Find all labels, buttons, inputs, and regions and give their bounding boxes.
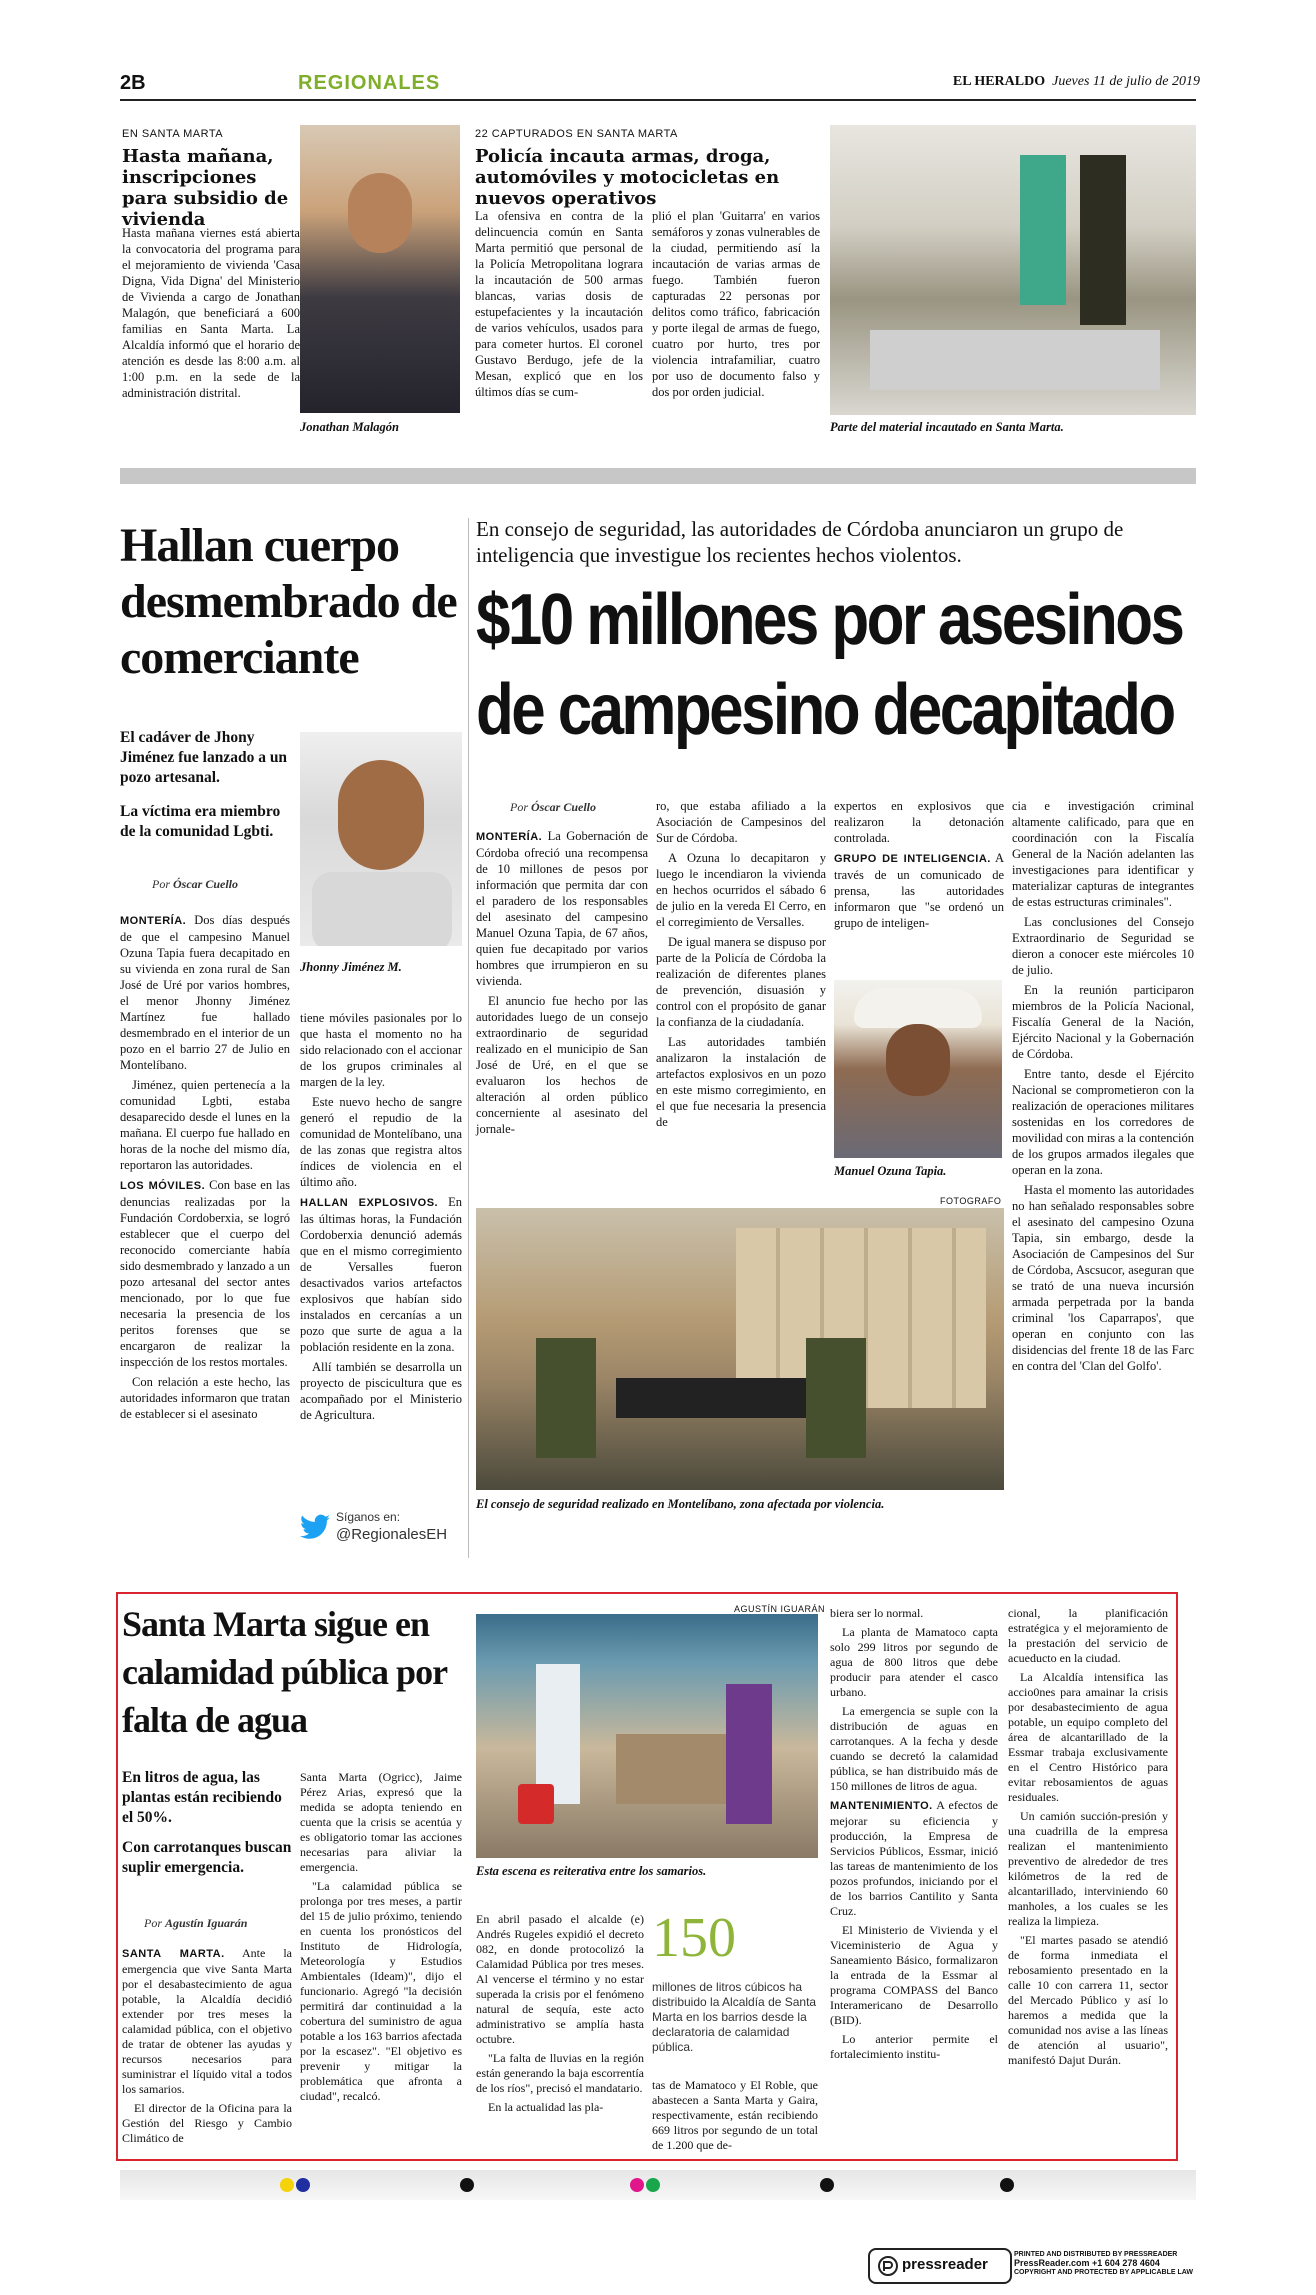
victim-photo xyxy=(834,980,1002,1158)
registration-dot xyxy=(630,2178,644,2192)
reward-story-byline: Por Óscar Cuello xyxy=(510,800,597,814)
brief1-kicker: EN SANTA MARTA xyxy=(122,128,224,140)
bucket xyxy=(518,1784,554,1824)
issue-date: Jueves 11 de julio de 2019 xyxy=(1052,74,1200,89)
body-story-byline: Por Óscar Cuello xyxy=(152,877,239,891)
water-story-byline: Por Agustín Iguarán xyxy=(144,1916,248,1930)
person-figure xyxy=(536,1664,580,1804)
reward-story-deck: En consejo de seguridad, las autoridades de Córdoba anunciaron un grupo de inteligencia que investigue los recientes hechos violentos. xyxy=(476,517,1124,567)
water-story-deck2: Con carrotanques buscan suplir emergencia. xyxy=(122,1839,292,1876)
reward-story-col3: expertos en explosivos que realizaron la detonación controlada. GRUPO DE INTELIGENCIA. A través de un comunicado de prensa, las autoridades informaron que "se ordenó un grupo de inteligen- xyxy=(834,799,1005,930)
body-story-deck1: El cadáver de Jhony Jiménez fue lanzado a un pozo artesanal. xyxy=(120,729,288,786)
stat-text: millones de litros cúbicos ha distribuido la Alcaldía de Santa Marta en los barrios desde la declaratoria de calamidad pública. xyxy=(652,1980,817,2054)
page-number: 2B xyxy=(120,72,146,94)
portrait-shoulders xyxy=(312,872,452,946)
officer-figure xyxy=(1080,155,1126,325)
registration-dot xyxy=(646,2178,660,2192)
soldier-figure xyxy=(536,1338,596,1458)
body-story-deck2: La víctima era miembro de la comunidad Lgbti. xyxy=(120,803,281,840)
water-story-title: Santa Marta sigue en calamidad pública por falta de agua xyxy=(122,1604,447,1740)
victim-caption: Manuel Ozuna Tapia. xyxy=(834,1164,947,1178)
body-story-caption: Jhonny Jiménez M. xyxy=(300,960,402,974)
water-story-col3: En abril pasado el alcalde (e) Andrés Rugeles expidió el decreto 082, en donde protocolizó la Calamidad Pública por tres meses. Al vencerse el término y no estar superada la crisis por el fenómeno natural de sequía, este acto administrativo se amplía hasta octubre. "La falta de lluvias en la región están generando la baja escorrentía de los ríos", precisó el mandatario. En la actualidad las pla- xyxy=(476,1912,644,2114)
water-story-col6: cional, la planificación estratégica y el mejoramiento de la prestación del servicio de acueducto en la ciudad. La Alcaldía intensifica las accio0nes para amainar la crisis por desabastecimiento de agua potable, un equipo completo del área de alcantarillado de la Essmar trabaja exclusivamente en el Centro Histórico para evitar rebosamientos de aguas residuales. Un camión succión-presión y una cuadrilla de la empresa realizan el mantenimiento preventivo de alrededor de tres kilómetros de la red de alcantarillado, interviniendo 60 manholes, a los cuales se les realiza la limpieza. "El martes pasado se atendió de forma inmediata el rebosamiento presentado en la calle 10 con carrera 11, sector del Mercado Público y así lo haremos a medida que la comunidad nos avise a las líneas de atención al usuario", manifestó Dajut Durán. xyxy=(1008,1606,1168,2067)
registration-dot xyxy=(1000,2178,1014,2192)
water-queue-photo xyxy=(476,1614,818,1858)
registration-dot xyxy=(280,2178,294,2192)
brief1-caption: Jonathan Malagón xyxy=(300,420,399,434)
brief2-kicker: 22 CAPTURADOS EN SANTA MARTA xyxy=(475,128,678,140)
body-story-col1: MONTERÍA. Dos días después de que el campesino Manuel Ozuna Tapia fuera decapitado en su vivienda en zona rural de San José de Uré por varios hombres, el menor Jhonny Jiménez Martínez fue hallado desmembrado en el interior de un pozo en el barrio 27 de Julio en Montelíbano. Jiménez, quien pertenecía a la comunidad Lgbti, estaba desaparecido desde el lunes en la mañana. El cuerpo fue hallado en horas de la noche del mismo día, reportaron las autoridades. LOS MÓVILES. Con base en las denuncias realizadas por la Fundación Cordoberxia, se logró establecer que el cuerpo del reconocido comerciante había sido desmembrado y lanzado a un pozo artesanal del sector antes mencionado, por lo que fue necesaria la presencia de los peritos forenses que se encargaron de realizar la inspección de los restos mortales. Con relación a este hecho, las autoridades informaron que tratan de establecer si el asesinato xyxy=(120,913,290,1421)
reward-story-col2: ro, que estaba afiliado a la Asociación de Campesinos del Sur de Córdoba. A Ozuna lo decapitaron y luego le incendiaron la vivienda en hechos ocurridos el sábado 6 de julio en la vereda El Cerro, en el corregimiento de Versalles. De igual manera se dispuso por parte de la Policía de Córdoba la realización de diferentes planes de prevención, disuasión y control con el propósito de ganar la confianza de la ciudadanía. Las autoridades también analizaron la instalación de artefactos explosivos en un pozo en este mismo corregimiento, en el que fue necesaria la presencia de xyxy=(656,799,826,1129)
twitter-follow-label: Síganos en: xyxy=(336,1510,401,1524)
brief1-body: Hasta mañana viernes está abierta la convocatoria del programa para el mejoramiento de vivienda 'Casa Digna, Vida Digna' del Ministerio de Vivienda a cargo de Jonathan Malagón, que beneficiará a 600 familias en Santa Marta. La Alcaldía informó que el horario de atención es desde las 8:00 a.m. al 1:00 p.m. en la sede de la administración distrital. xyxy=(122,226,300,400)
column-divider xyxy=(468,518,469,1558)
pressreader-logo[interactable] xyxy=(868,2248,1012,2284)
paper-name: EL HERALDO xyxy=(952,74,1046,89)
person-figure xyxy=(726,1684,772,1824)
section-divider xyxy=(120,468,1196,484)
twitter-bird-icon xyxy=(300,1514,330,1540)
registration-dot xyxy=(820,2178,834,2192)
officer-figure xyxy=(1020,155,1066,305)
twitter-handle: @RegionalesEH xyxy=(336,1526,448,1543)
section-name: REGIONALES xyxy=(298,72,441,94)
water-story-col1: SANTA MARTA. Ante la emergencia que vive Santa Marta por el desabastecimiento de agua potable, la Alcaldía decidió extender por tres meses la calamidad pública, con el objetivo de tratar de obtener las ayudas y recursos necesarios para suministrar el líquido vital a todos los samarios. El director de la Oficina para la Gestión del Riesgo y Cambio Climático de xyxy=(122,1946,292,2145)
stat-number: 150 xyxy=(652,1907,736,1969)
reward-story-col4: cia e investigación criminal altamente calificado, para que en coordinación con la Fiscalía General de la Nación adelanten las investigaciones para identificar y materializar capturas de integrantes de estas estructuras criminales". Las conclusiones del Consejo Extraordinario de Seguridad se dieron a conocer este miércoles 10 de julio. En la reunión participaron miembros de la Policía Nacional, Fiscalía General de la Nación, Ejército Nacional y la Gobernación de Córdoba. Entre tanto, desde el Ejército Nacional se comprometieron con la realización de operaciones militares sostenidas en los corredores de movilidad con miras a la contención de los grupos armados ilegales que operan en la zona. Hasta el momento las autoridades no han señalado responsables sobre el asesinato del campesino Ozuna Tapia, sin embargo, desde la Asociación de Campesinos del Sur de Córdoba, Ascsucor, aseguran que se trató de una nueva incursión armada perpetrada por la banda criminal 'los Caparrapos', que operan en conjunto con las disidencias del frente 18 de las Farc en contra del 'Clan del Golfo'. xyxy=(1012,799,1194,1373)
pressreader-icon xyxy=(878,2256,898,2276)
water-story-col5: biera ser lo normal. La planta de Mamatoco capta solo 299 litros por segundo de agua de 800 litros que debe producir para atender el casco urbano. La emergencia se suple con la distribución de aguas en carrotanques. A la fecha y desde cuando se decretó la calamidad pública, se han distribuido más de 150 millones de litros de agua. MANTENIMIENTO. A efectos de mejorar su eficiencia y producción, la Empresa de Servicios Públicos, Essmar, inició las tareas de mantenimiento de los pozos profundos, iniciando por el de los barrios Cantilito y Santa Cruz. El Ministerio de Vivienda y el Viceministerio de Agua y Saneamiento Básico, formalizaron la entrada de la Essmar al programa COMPASS del Banco Interamericano de Desarrollo (BID). Lo anterior permite el fortalecimiento institu- xyxy=(830,1606,999,2061)
water-photo-credit: AGUSTÍN IGUARÁN xyxy=(734,1604,826,1614)
body-story-title: Hallan cuerpo desmembrado de comerciante xyxy=(120,519,457,684)
soldier-figure xyxy=(806,1338,866,1458)
pressreader-brand: pressreader xyxy=(902,2256,988,2273)
brief2-col2: plió el plan 'Guitarra' en varios semáforos y zonas vulnerables de la ciudad, permitiendo así la incautación de varias armas de fuego. También fueron capturadas 22 personas por delitos como tráfico, fabricación y porte ilegal de armas de fuego, cuatro por hurto, tres por violencia intrafamiliar, cuatro por uso de documento falso y dos por orden judicial. xyxy=(652,209,820,399)
reward-story-col1: MONTERÍA. La Gobernación de Córdoba ofreció una recompensa de 10 millones de pesos por información que permita dar con el paradero de los responsables del asesinato del campesino Manuel Ozuna Tapia, de 67 años, quien fue decapitado por varios hombres que irrumpieron en su vivienda. El anuncio fue hecho por las autoridades luego de un consejo extraordinario de seguridad realizado en el municipio de San José de Uré, en el que se evaluaron los hechos de alteración al orden público concerniente al asesinato del jornale- xyxy=(476,829,648,1136)
water-story-col2: Santa Marta (Ogricc), Jaime Pérez Arias, expresó que la medida se adopta teniendo en cuenta que la crisis se acentúa y es obligatorio tomar las acciones necesarias para aliviar la emergencia. "La calamidad pública se prolonga por tres meses, a partir del 15 de julio próximo, teniendo en cuenta los pronósticos del Instituto de Hidrología, Meteorología y Estudios Ambientales (Ideam)", dijo el funcionario. Agregó "la decisión permitirá dar continuidad a la cobertura del suministro de agua potable a los 163 barrios afectada por la escasez". "El objetivo es prevenir y mitigar la problemática que afronta a ciudad", recalcó. xyxy=(300,1770,462,2103)
containers xyxy=(616,1734,736,1804)
portrait-head xyxy=(338,760,424,870)
photo-credit: FOTOGRAFO xyxy=(940,1196,1002,1206)
portrait-head xyxy=(886,1024,950,1096)
body-story-photo xyxy=(300,732,462,946)
reward-story-title-line1: $10 millones por asesinos xyxy=(476,580,1183,660)
brief2-photo xyxy=(830,125,1196,415)
hat-shape xyxy=(854,988,982,1028)
registration-dot xyxy=(460,2178,474,2192)
color-registration-bar xyxy=(120,2170,1196,2200)
header-rule xyxy=(120,99,1196,101)
body-story-col2: tiene móviles pasionales por lo que hasta el momento no ha sido relacionado con el accionar de los grupos criminales al margen de la ley. Este nuevo hecho de sangre generó el repudio de la comunidad de Montelíbano, una de las zonas que registra altos índices de violencia en el último año. HALLAN EXPLOSIVOS. En las últimas horas, la Fundación Cordoberxia denunció además que en el mismo corregimiento de Versalles fueron desactivados varios artefactos explosivos que habían sido instalados en cercanías a un pozo que surte de agua a la población residente en la zona. Allí también se desarrolla un proyecto de piscicultura que es acompañado por el Ministerio de Agricultura. xyxy=(300,1011,462,1422)
portrait-head xyxy=(348,173,412,253)
brief1-title: Hasta mañana, inscripciones para subsidio de vivienda xyxy=(122,146,289,230)
pressreader-legal: PRINTED AND DISTRIBUTED BY PRESSREADER PressReader.com +1 604 278 4604 COPYRIGHT AND PROTECTED BY APPLICABLE LAW xyxy=(1014,2251,1194,2276)
masthead-date xyxy=(953,74,1200,90)
reward-story-title-line2: de campesino decapitado xyxy=(476,670,1174,750)
water-photo-caption: Esta escena es reiterativa entre los samarios. xyxy=(476,1864,707,1878)
twitter-follow-link[interactable] xyxy=(300,1510,465,1550)
water-story-col4: tas de Mamatoco y El Roble, que abastecen a Santa Marta y Gaira, respectivamente, están recibiendo 669 litros por segundo de un total de 1.200 que de- xyxy=(652,2078,818,2152)
security-council-photo xyxy=(476,1208,1004,1490)
brief2-title: Policía incauta armas, droga, automóviles y motocicletas en nuevos operativos xyxy=(475,146,780,209)
registration-dot xyxy=(296,2178,310,2192)
water-story-deck1: En litros de agua, las plantas están recibiendo el 50%. xyxy=(122,1769,282,1826)
seized-material xyxy=(870,330,1160,390)
brief2-caption: Parte del material incautado en Santa Marta. xyxy=(830,420,1064,434)
brief1-photo xyxy=(300,125,460,413)
security-council-caption: El consejo de seguridad realizado en Montelíbano, zona afectada por violencia. xyxy=(476,1497,885,1511)
brief2-col1: La ofensiva en contra de la delincuencia común en Santa Marta permitió que personal de la Policía Metropolitana lograra la incautación de 500 armas blancas, varias dosis de estupefacientes y la incautación de varios vehículos, usados para para cometer hurtos. El coronel Gustavo Berdugo, jefe de la Mesan, explicó que en los últimos días se cum- xyxy=(475,209,643,399)
